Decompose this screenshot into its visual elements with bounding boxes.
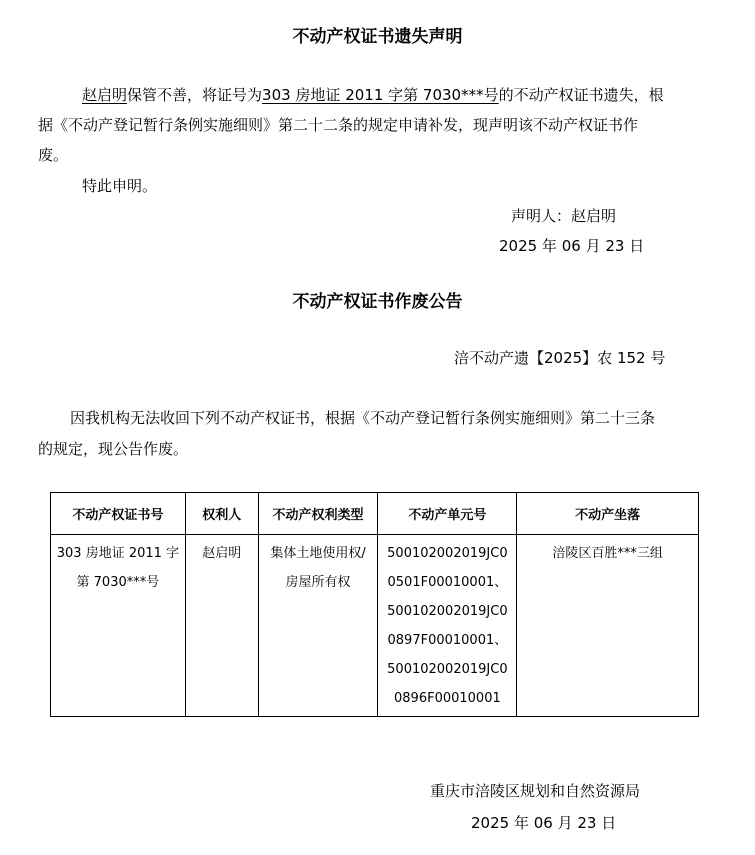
table-row — [51, 535, 699, 717]
void-notice-line-1: 因我机构无法收回下列不动产权证书，根据《不动产登记暂行条例实施细则》第二十三条 — [70, 409, 656, 427]
right-type-line-2: 房屋所有权 — [285, 575, 351, 590]
unit-line: 0897F00010001、 — [387, 633, 508, 648]
cell-right-type — [258, 535, 378, 717]
void-certificate-table — [50, 492, 699, 717]
loss-statement-title: 不动产权证书遗失声明 — [292, 27, 463, 47]
table-header-row — [51, 493, 699, 535]
void-notice-line-2: 的规定，现公告作废。 — [38, 440, 189, 458]
issuer: 重庆市涪陵区规划和自然资源局 — [430, 782, 641, 800]
cell-holder — [185, 535, 258, 717]
unit-line: 0501F00010001、 — [387, 575, 508, 590]
header-holder: 权利人 — [185, 493, 258, 535]
header-right-type: 不动产权利类型 — [258, 493, 378, 535]
unit-line: 500102002019JC0 — [387, 604, 508, 619]
void-notice-date: 2025 年 06 月 23 日 — [471, 814, 617, 832]
text-after-name: 保管不善，将证号为 — [127, 86, 263, 104]
void-notice-title: 不动产权证书作废公告 — [292, 292, 463, 312]
loss-statement-date: 2025 年 06 月 23 日 — [499, 237, 645, 255]
header-unit-number: 不动产单元号 — [378, 493, 517, 535]
cell-location — [517, 535, 699, 717]
holder-name: 赵启明 — [202, 546, 242, 561]
cert-number-line-1: 303 房地证 2011 字 — [56, 546, 180, 561]
notice-document-number: 涪不动产遗【2025】农 152 号 — [454, 349, 666, 367]
cell-cert-number — [51, 535, 186, 717]
location-text: 涪陵区百胜***三组 — [552, 546, 663, 561]
loss-statement-line-1 — [82, 80, 664, 110]
header-cert-number: 不动产权证书号 — [51, 493, 186, 535]
unit-line: 500102002019JC0 — [387, 546, 508, 561]
declarant: 声明人：赵启明 — [511, 207, 617, 225]
loss-statement-line-3: 废。 — [38, 146, 69, 164]
unit-line: 500102002019JC0 — [387, 662, 508, 677]
cell-unit-number — [378, 535, 517, 717]
cert-number-line-2: 第 7030***号 — [76, 575, 160, 590]
owner-name: 赵启明 — [82, 86, 128, 104]
right-type-line-1: 集体土地使用权/ — [270, 546, 366, 561]
text-line1-end: 的不动产权证书遗失，根 — [498, 86, 664, 104]
header-location: 不动产坐落 — [517, 493, 699, 535]
loss-statement-line-2: 据《不动产登记暂行条例实施细则》第二十二条的规定申请补发，现声明该不动产权证书作 — [38, 116, 639, 134]
certificate-number: 303 房地证 2011 字第 7030***号 — [262, 86, 499, 104]
unit-line: 0896F00010001 — [394, 691, 501, 706]
loss-statement-closing: 特此申明。 — [82, 177, 158, 195]
